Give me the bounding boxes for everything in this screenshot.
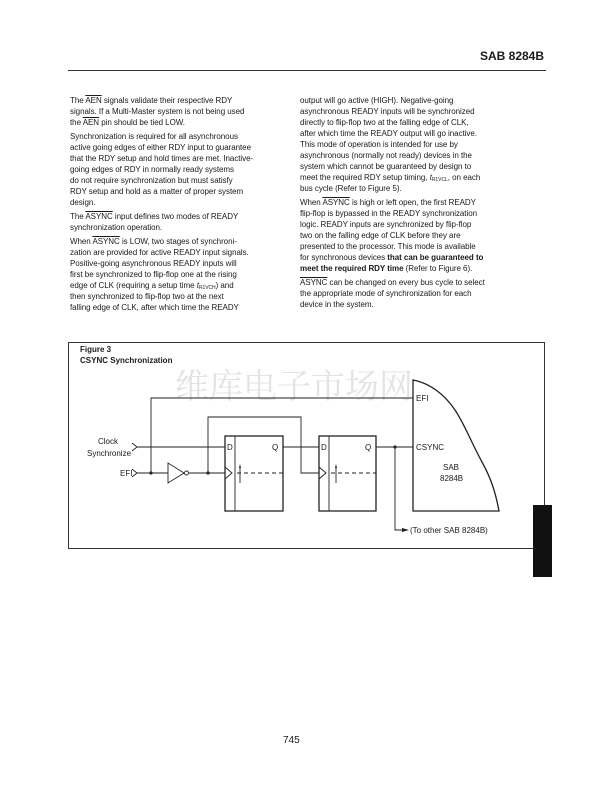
sync-input-arrow: [132, 443, 137, 451]
header-title: SAB 8284B: [479, 49, 544, 63]
text-segment: output will go active (HIGH). Negative-going: [300, 96, 454, 105]
text-segment: then synchronized to flip-flop two at the next: [70, 292, 224, 301]
text-segment: after which time the READY output will go inactive.: [300, 129, 477, 138]
text-segment: do not require synchronization but must satisfy: [70, 176, 233, 185]
junction-dot: [206, 471, 209, 474]
text-segment: asynchronous (normally not ready) devices in the: [300, 151, 472, 160]
efi-input-arrow: [132, 469, 137, 477]
text-segment: t: [196, 281, 199, 290]
label-ff1-q: Q: [272, 443, 279, 452]
figure-number: Figure 3: [80, 345, 112, 354]
text-segment: signals validate their respective RDY: [101, 96, 233, 105]
text-segment: can be changed on every bus cycle to select: [327, 278, 485, 287]
text-segment: Positive-going asynchronous READY inputs will: [70, 259, 237, 268]
label-synchronize: Synchronize: [87, 449, 132, 458]
label-chip-efi: EFI: [416, 394, 429, 403]
text-segment: zation are provided for active READY input signals.: [70, 248, 249, 257]
inverter-icon: [168, 463, 184, 483]
text-segment: first be synchronized to flip-flop one at the rising: [70, 270, 237, 279]
text-segment: the appropriate mode of synchronization for each: [300, 289, 472, 298]
text-segment: t: [429, 173, 432, 182]
label-ff2-d: D: [321, 443, 327, 452]
text-segment: R1VCH: [198, 285, 216, 291]
text-segment: The: [70, 96, 86, 105]
text-segment: When: [300, 198, 323, 207]
ff1-arrowhead: [239, 464, 241, 468]
overlined-signal-name: ASYNC: [322, 198, 350, 207]
text-segment: presented to the processor. This mode is available: [300, 242, 476, 251]
figure-title: CSYNC Synchronization: [80, 356, 173, 365]
text-segment: RDY setup and hold as a matter of proper system: [70, 187, 244, 196]
watermark: 维库电子市场网: [175, 367, 413, 407]
page-number: 745: [283, 735, 300, 746]
overlined-signal-name: ASYNC: [85, 212, 113, 221]
label-to-other: (To other SAB 8284B): [410, 526, 488, 535]
text-segment: asynchronous READY inputs will be synchronized: [300, 107, 475, 116]
text-segment: , on each: [447, 173, 481, 182]
text-segment: two on the falling edge of CLK before they are: [300, 231, 461, 240]
text-segment: going edges of RDY in normally ready systems: [70, 165, 234, 174]
inverter-bubble: [185, 471, 189, 475]
text-segment: R1VCL: [431, 177, 448, 183]
ff1-clock-icon: [225, 467, 232, 479]
text-segment: meet the required RDY setup timing,: [300, 173, 430, 182]
overlined-signal-name: $\overline{AEN}$: [85, 96, 102, 105]
text-segment: (Refer to Figure 6).: [403, 264, 473, 273]
to-other-wire: [395, 447, 405, 530]
text-segment: This mode of operation is intended for use by: [300, 140, 458, 149]
text-segment: When: [70, 237, 93, 246]
label-part: 8284B: [440, 474, 464, 483]
text-segment: ) and: [215, 281, 234, 290]
text-segment: logic. READY inputs are synchronized by flip-flop: [300, 220, 472, 229]
ff2-clock-icon: [319, 467, 326, 479]
text-segment: that can be guaranteed to: [387, 253, 484, 262]
text-segment: is high or left open, the first READY: [349, 198, 476, 207]
text-segment: bus cycle (Refer to Figure 5).: [300, 184, 402, 193]
label-sab: SAB: [443, 463, 460, 472]
text-segment: flip-flop is bypassed in the READY synchronization: [300, 209, 478, 218]
text-segment: system which cannot be guaranteed by design to: [300, 162, 472, 171]
text-segment: signals. If a Multi-Master system is not being used: [70, 107, 245, 116]
label-clock: Clock: [98, 437, 119, 446]
text-segment: pin should be tied LOW.: [99, 118, 185, 127]
junction-dot: [393, 445, 396, 448]
junction-dot: [149, 471, 152, 474]
text-segment: The: [70, 212, 86, 221]
overlined-signal-name: ASYNC: [300, 278, 328, 287]
text-segment: that the RDY setup and hold times are met. Inactive-: [70, 154, 254, 163]
label-efi-input: EFI: [120, 469, 133, 478]
text-segment: edge of CLK (requiring a setup time: [70, 281, 197, 290]
to-other-arrowhead: [402, 528, 409, 532]
text-segment: Synchronization is required for all asynchronous: [70, 132, 238, 141]
text-segment: design.: [70, 198, 96, 207]
ff2-arrowhead: [335, 464, 337, 468]
section-tab-marker: [533, 505, 552, 577]
text-segment: meet the required RDY time: [300, 264, 404, 273]
overlined-signal-name: ASYNC: [92, 237, 120, 246]
text-segment: falling edge of CLK, after which time the READY: [70, 303, 239, 312]
text-segment: synchronization operation.: [70, 223, 163, 232]
text-segment: for synchronous devices: [300, 253, 388, 262]
overlined-signal-name: $\overline{AEN}$: [82, 118, 100, 127]
text-segment: device in the system.: [300, 300, 374, 309]
text-segment: is LOW, two stages of synchroni-: [119, 237, 237, 246]
label-ff2-q: Q: [365, 443, 372, 452]
text-segment: input defines two modes of READY: [112, 212, 239, 221]
text-segment: active going edges of either RDY input to guarantee: [70, 143, 251, 152]
label-csync: CSYNC: [416, 443, 445, 452]
text-segment: the: [70, 118, 83, 127]
label-ff1-d: D: [227, 443, 233, 452]
text-segment: directly to flip-flop two at the falling edge of CLK,: [300, 118, 469, 127]
